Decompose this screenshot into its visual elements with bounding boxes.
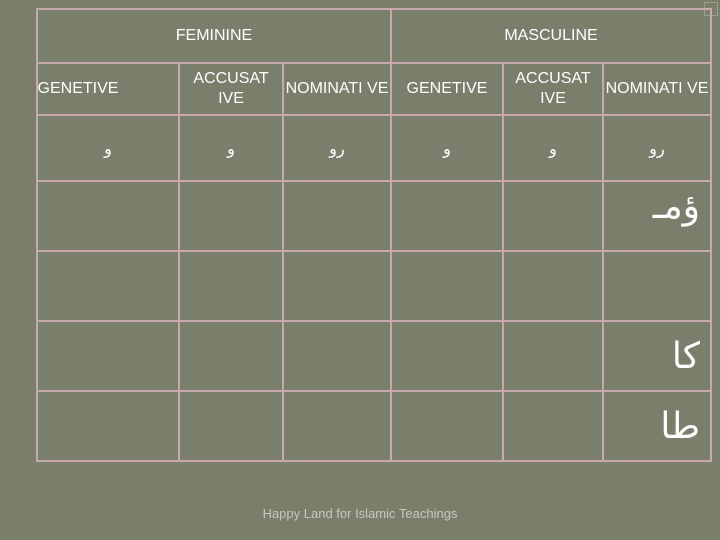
empty-cell xyxy=(503,321,603,391)
case-header-row xyxy=(37,63,711,115)
empty-cell xyxy=(37,181,179,251)
grammar-table xyxy=(36,8,712,462)
empty-cell xyxy=(179,251,283,321)
case-header: ACCUSAT IVE xyxy=(503,63,603,115)
empty-cell xyxy=(503,391,603,461)
empty-cell xyxy=(283,251,391,321)
empty-cell xyxy=(283,321,391,391)
masculine-header: MASCULINE xyxy=(391,9,711,63)
ending-cell: رو xyxy=(603,115,711,181)
empty-cell xyxy=(503,251,603,321)
empty-cell xyxy=(283,181,391,251)
empty-cell xyxy=(391,391,503,461)
empty-cell xyxy=(37,391,179,461)
table-row xyxy=(37,321,711,391)
empty-cell xyxy=(179,321,283,391)
footer-credit: Happy Land for Islamic Teachings xyxy=(262,506,458,521)
case-header: NOMINATI VE xyxy=(283,63,391,115)
ending-cell: و xyxy=(37,115,179,181)
case-header: GENETIVE xyxy=(391,63,503,115)
arabic-ending-row xyxy=(37,115,711,181)
empty-cell xyxy=(391,251,503,321)
empty-cell xyxy=(179,391,283,461)
empty-cell xyxy=(37,321,179,391)
case-header: NOMINATI VE xyxy=(603,63,711,115)
empty-cell xyxy=(391,181,503,251)
table-row xyxy=(37,181,711,251)
empty-cell xyxy=(37,251,179,321)
row-label: ؤمـ xyxy=(603,181,711,251)
gender-header-row xyxy=(37,9,711,63)
ending-cell: و xyxy=(503,115,603,181)
ending-cell: رو xyxy=(283,115,391,181)
case-header: GENETIVE xyxy=(7,63,149,115)
row-label: طا xyxy=(603,391,711,461)
row-label xyxy=(603,251,711,321)
empty-cell xyxy=(283,391,391,461)
row-label: كا xyxy=(603,321,711,391)
empty-cell xyxy=(391,321,503,391)
feminine-header: FEMININE xyxy=(37,9,391,63)
empty-cell xyxy=(179,181,283,251)
empty-cell xyxy=(503,181,603,251)
table-row xyxy=(37,251,711,321)
case-header: ACCUSAT IVE xyxy=(179,63,283,115)
table-row xyxy=(37,391,711,461)
ending-cell: و xyxy=(179,115,283,181)
ending-cell: و xyxy=(391,115,503,181)
